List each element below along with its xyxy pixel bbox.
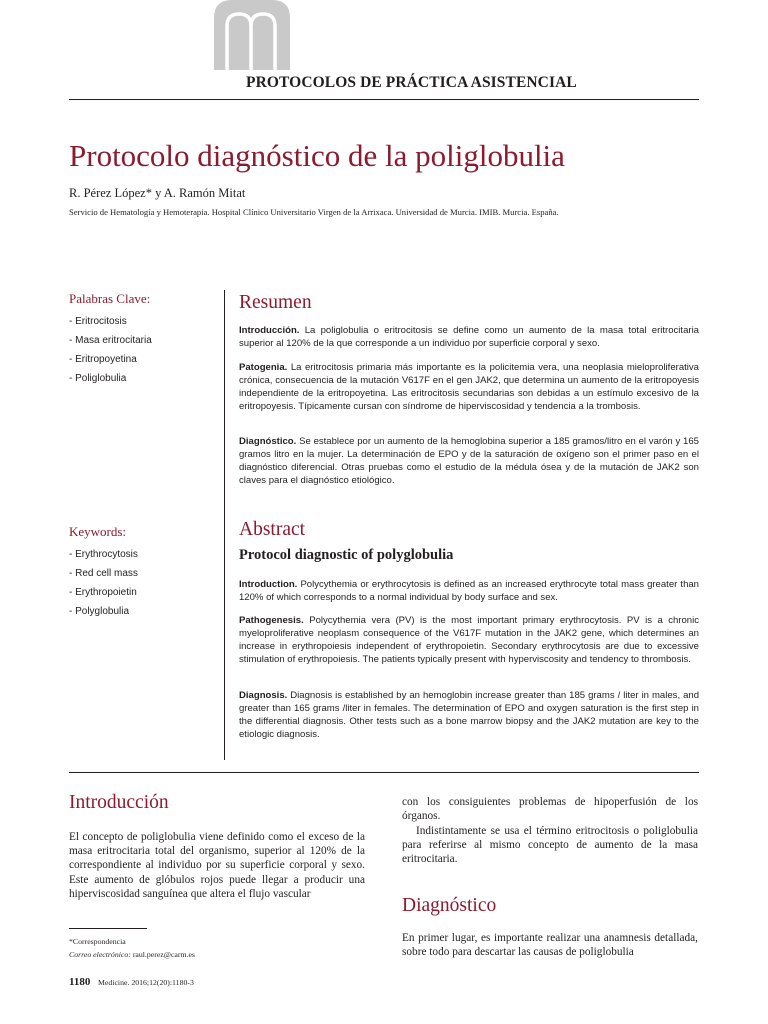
- diagnostico-paragraph: En primer lugar, es importante realizar una anamnesis detallada, sobre todo para descartar las causas de poliglobulia: [402, 932, 698, 959]
- abstract-diag-label: Diagnosis.: [239, 690, 288, 701]
- keyword-item: - Poliglobulia: [69, 373, 127, 384]
- resumen-pato-text: La eritrocitosis primaria más importante es la policitemia vera, una neoplasia mieloproliferativa crónica, consecuencia de la mutación V617F en el gen JAK2, que determina un aumento de la eritropoyesis independiente de la eritropoyetina. Las eritrocitosis secundarias son debidas a un estímulo excesivo de la eritropoyesis. Típicamente cursan con síndrome de hiperviscosidad y tendencia a la trombosis.: [239, 362, 699, 412]
- abstract-patho-label: Pathogenesis.: [239, 615, 304, 626]
- footnote-divider: [69, 928, 147, 929]
- abstract-introduction: [239, 578, 699, 604]
- keyword-item: - Polyglobulia: [69, 606, 130, 617]
- article-title: Protocolo diagnóstico de la poliglobulia: [69, 138, 565, 173]
- keyword-item: - Erythropoietin: [69, 587, 137, 598]
- journal-citation: Medicine. 2016;12(20):1180-3: [98, 978, 194, 987]
- summary-vertical-divider: [224, 290, 225, 760]
- keyword-item: - Eritrocitosis: [69, 316, 127, 327]
- resumen-diag-label: Diagnóstico.: [239, 436, 297, 447]
- resumen-pato-label: Patogenia.: [239, 362, 288, 373]
- diagnostico-heading: Diagnóstico: [402, 895, 497, 916]
- abstract-diag-text: Diagnosis is established by an hemoglobin increase greater than 185 grams / liter in males, and greater than 165 grams /liter in females. The determination of EPO and oxygen saturation is the first step in the differential diagnosis. Other tests such as a bone marrow biopsy and the JAK2 mutation are key to the etiologic diagnosis.: [239, 690, 699, 740]
- footnote-email: [69, 950, 195, 959]
- right-column-paragraph-2: [402, 824, 698, 867]
- right-para-2-text: Indistintamente se usa el término eritrocitosis o poliglobulia para referirse al mismo concepto de aumento de la masa eritrocitaria.: [402, 825, 698, 866]
- abstract-intro-label: Introduction.: [239, 579, 298, 590]
- footnote-email-address[interactable]: raul.perez@carm.es: [132, 950, 195, 959]
- introduccion-paragraph: El concepto de poliglobulia viene definido como el exceso de la masa eritrocitaria total del organismo, superior al 120% de la correspondiente al individuo por su superficie corporal y sexo. Este aumento de glóbulos rojos puede llegar a producir una hiperviscosidad sanguínea que altera el flujo vascular: [69, 831, 365, 900]
- footnote-email-label: Correo electrónico:: [69, 950, 131, 959]
- keyword-item: - Red cell mass: [69, 568, 138, 579]
- resumen-diagnostico: [239, 435, 699, 487]
- resumen-diag-text: Se establece por un aumento de la hemoglobina superior a 185 gramos/litro en el varón y 165 gramos litro en la mujer. La determinación de EPO y de la saturación de oxígeno son el primer paso en el diagnóstico diferencial. Otras pruebas como el estudio de la médula ósea y de la mutación de JAK2 son claves para el diagnóstico etiológico.: [239, 436, 699, 486]
- introduccion-heading: Introducción: [69, 792, 169, 813]
- abstract-subtitle: Protocol diagnostic of polyglobulia: [239, 547, 454, 563]
- section-label: PROTOCOLOS DE PRÁCTICA ASISTENCIAL: [246, 74, 577, 91]
- abstract-intro-text: Polycythemia or erythrocytosis is defined as an increased erythrocyte total mass greater than 120% of which corresponds to a normal individual by body surface and sex.: [239, 579, 699, 603]
- palabras-clave-list: [69, 312, 152, 388]
- keyword-item: - Masa eritrocitaria: [69, 335, 152, 346]
- keyword-item: - Erythrocytosis: [69, 549, 138, 560]
- body-divider: [69, 772, 699, 773]
- resumen-intro-text: La poliglobulia o eritrocitosis se define como un aumento de la masa total eritrocitaria superior al 120% de la que corresponde a un individuo por superficie corporal y sexo.: [239, 325, 699, 349]
- keywords-heading: Keywords:: [69, 524, 127, 539]
- page-number: 1180: [69, 976, 91, 988]
- journal-logo: [214, 0, 290, 70]
- article-authors: R. Pérez López* y A. Ramón Mitat: [69, 186, 246, 200]
- abstract-diagnosis: [239, 689, 699, 741]
- right-column-paragraph-1: con los consiguientes problemas de hipoperfusión de los órganos.: [402, 796, 698, 823]
- palabras-clave-heading: Palabras Clave:: [69, 291, 151, 306]
- abstract-heading: Abstract: [239, 519, 306, 540]
- footnote-correspondence: *Correspondencia: [69, 937, 126, 946]
- header-divider: [69, 99, 699, 100]
- article-affiliation: Servicio de Hematología y Hemoterapia. Hospital Clínico Universitario Virgen de la Arrixaca. Universidad de Murcia. IMIB. Murcia. España.: [69, 207, 559, 217]
- resumen-heading: Resumen: [239, 292, 312, 313]
- keyword-item: - Eritropoyetina: [69, 354, 137, 365]
- resumen-intro-label: Introducción.: [239, 325, 300, 336]
- abstract-pathogenesis: [239, 614, 699, 666]
- keywords-list: [69, 545, 138, 621]
- resumen-introduccion: [239, 324, 699, 350]
- resumen-patogenia: [239, 361, 699, 413]
- abstract-patho-text: Polycythemia vera (PV) is the most important primary erythrocytosis. PV is a chronic myeloproliferative neoplasm consequence of the V617F mutation in the JAK2 gene, which determines an increase in erythropoiesis independent of erythropoietin. Secondary erythrocytosis are due to excessive stimulation of erythropoiesis. The patients typically present with hyperviscosity and tendency to thrombosis.: [239, 615, 699, 665]
